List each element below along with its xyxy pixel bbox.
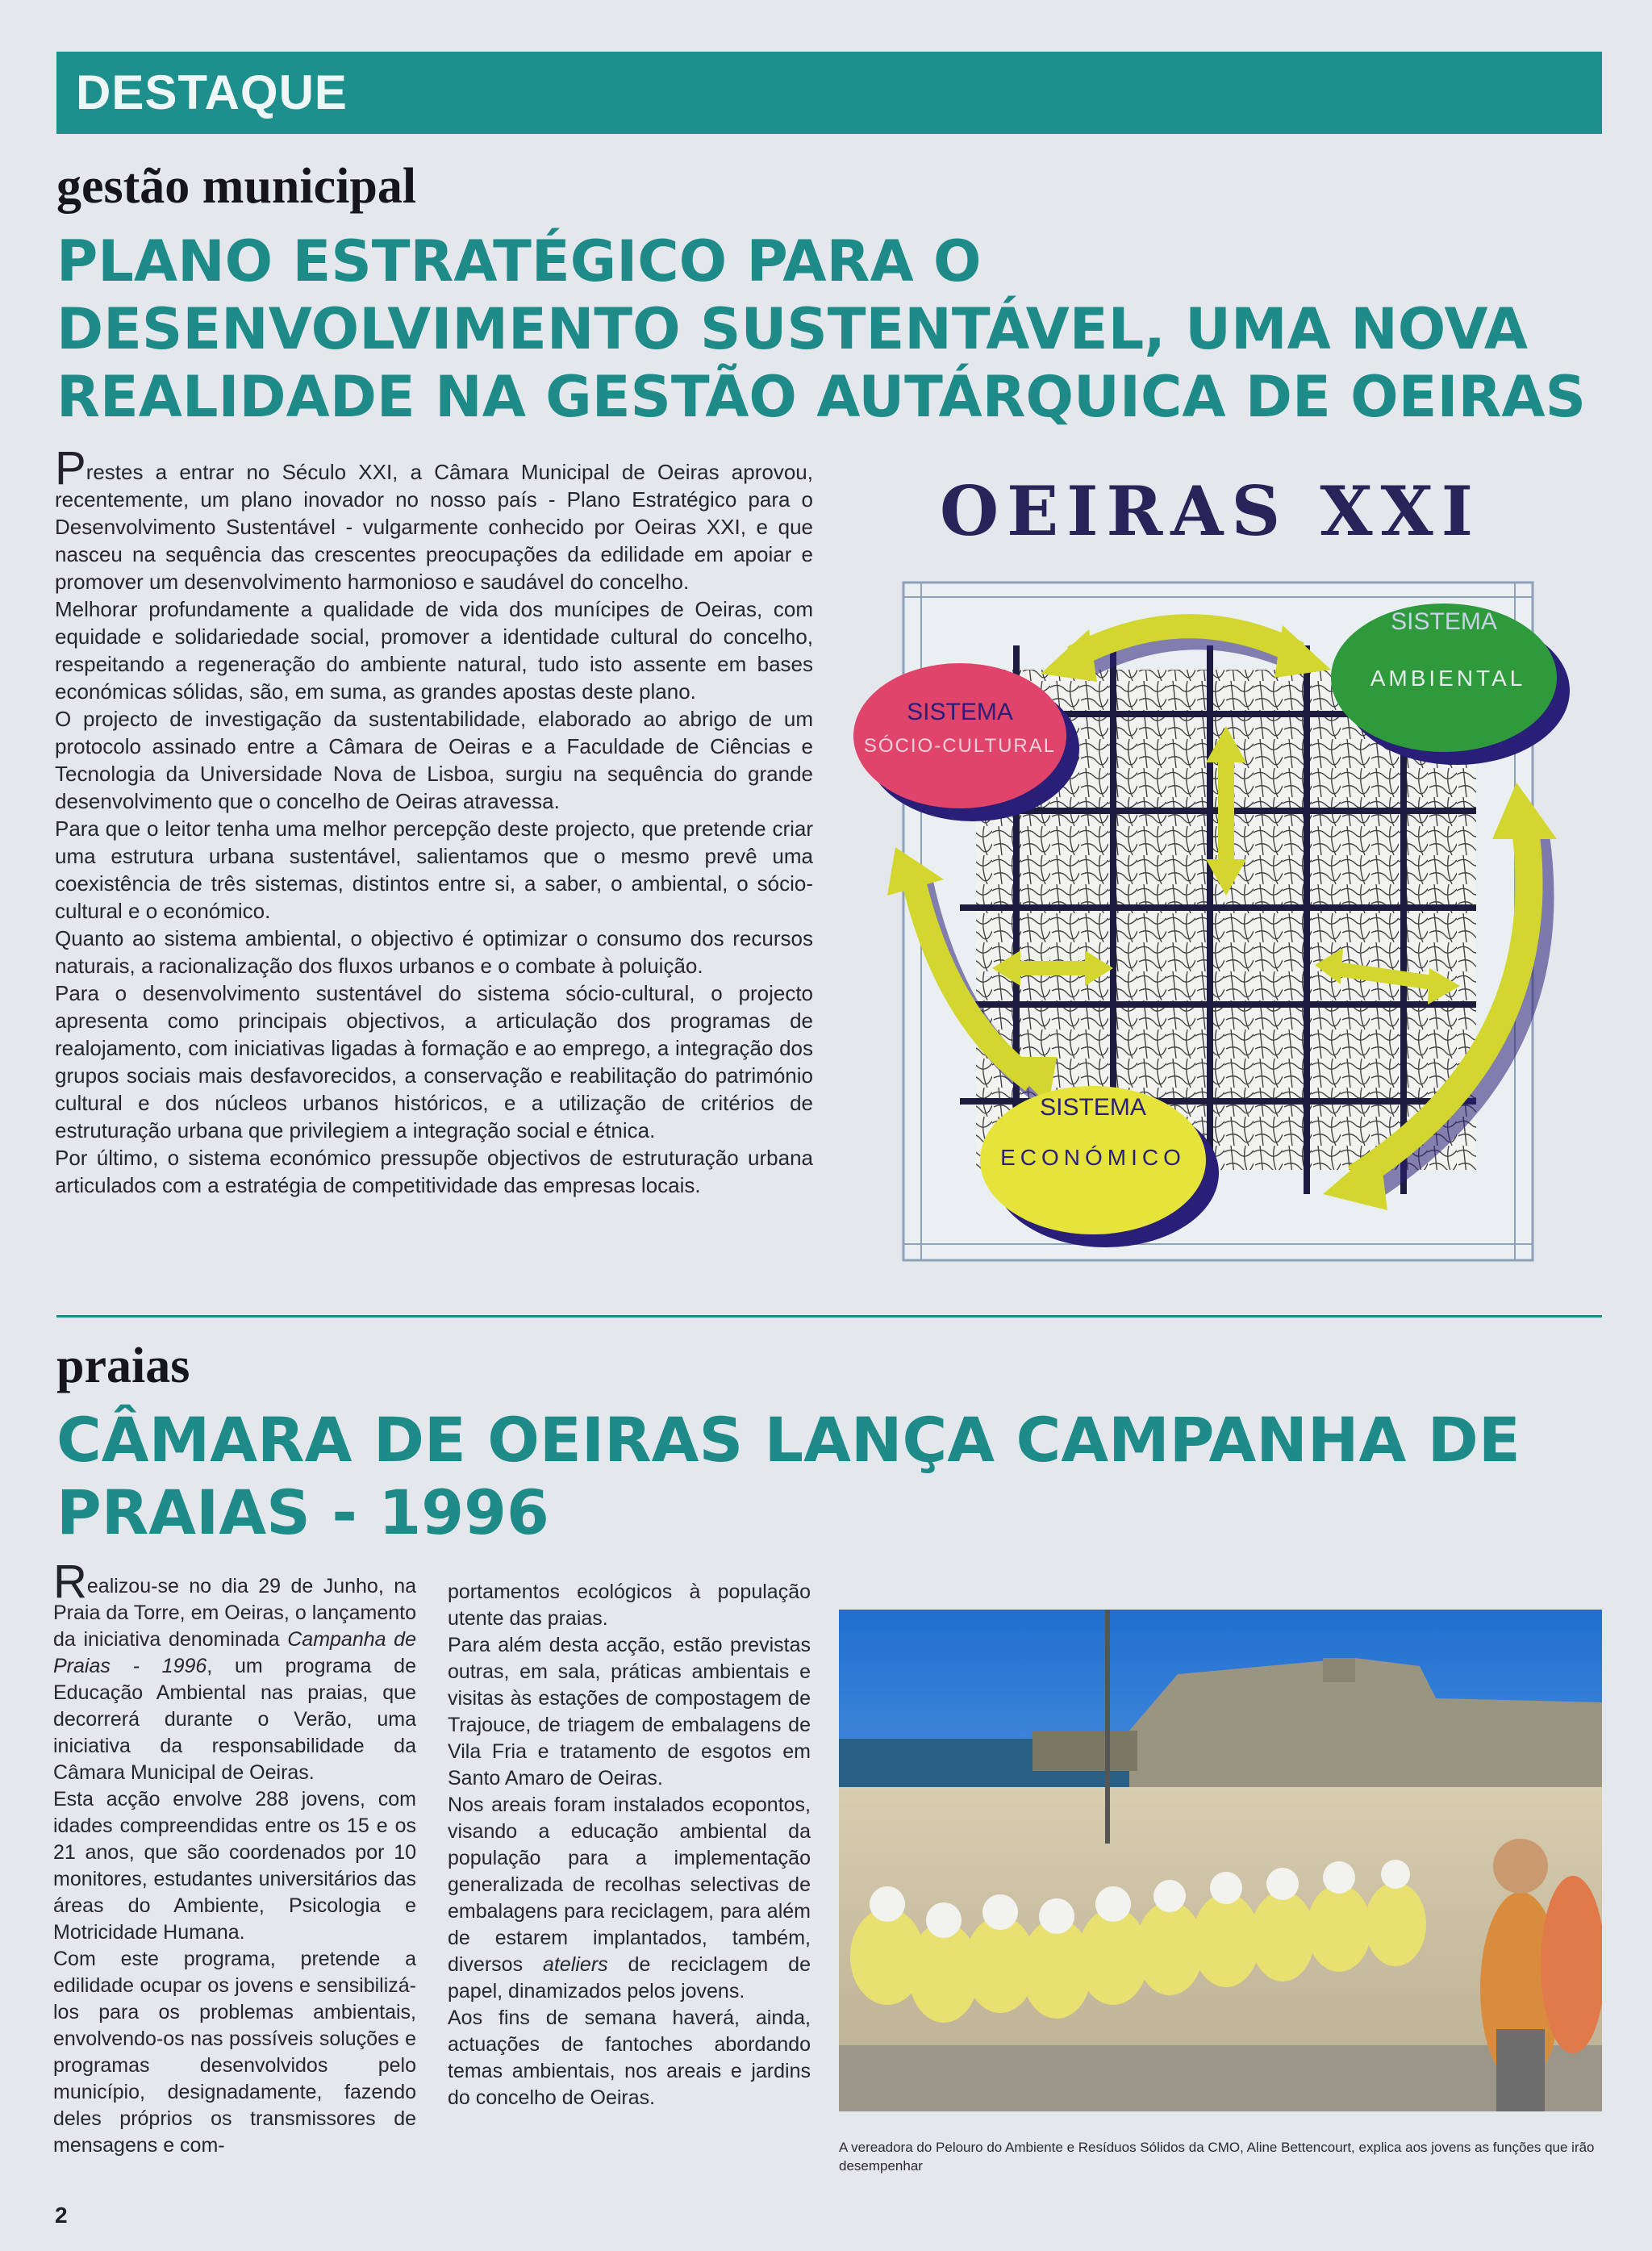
article2-column-1 xyxy=(53,1556,416,2159)
article1-paragraph: O projecto de investigação da sustentabilidade, elaborado ao abrigo de um protocolo assinado entre a Câmara de Oeiras e a Faculdade de Ciências e Tecnologia da Universidade Nova de Lisboa, surgiu na sequência do grande desenvolvimento que o concelho de Oeiras atravessa. xyxy=(55,707,813,813)
article1-paragraph: Quanto ao sistema ambiental, o objectivo é optimizar o consumo dos recursos naturais, a racionalização dos fluxos urbanos e o combate à poluição. xyxy=(55,926,813,978)
article2-paragraph: Para além desta acção, estão previstas outras, em sala, práticas ambientais e visitas às estações de compostagem de Trajouce, de triagem de embalagens de Vila Fria e tratamento de esgotos em Santo Amaro de Oeiras. xyxy=(448,1634,811,1790)
banner-label: DESTAQUE xyxy=(76,65,348,119)
article1-paragraph: Prestes a entrar no Século XXI, a Câmara Municipal de Oeiras aprovou, recentemente, um plano inovador no nosso país - Plano Estratégico para o Desenvolvimento Sustentável - vulgarmente conhecido por Oeiras XXI, e que nasceu na sequência das crescentes preocupações da edilidade em apoiar e promover um desenvolvimento harmonioso e saudável do concelho. xyxy=(55,442,813,594)
article1-paragraph: Para que o leitor tenha uma melhor percepção deste projecto, que pretende criar uma estrutura urbana sustentável, salientamos que o mesmo prevê uma coexistência de três sistemas, distintos entre si, a saber, o ambiental, o sócio-cultural e o económico. xyxy=(55,816,813,923)
ambiental-line2: AMBIENTAL xyxy=(1370,666,1526,691)
article2-paragraph: Aos fins de semana haverá, ainda, actuações de fantoches abordando temas ambientais, nos areais e jardins do concelho de Oeiras. xyxy=(448,2007,811,2109)
article2-paragraph: Realizou-se no dia 29 de Junho, na Praia da Torre, em Oeiras, o lançamento da iniciativa denominada Campanha de Praias - 1996, um programa de Educação Ambiental nas praias, que decorrerá durante o Verão, uma iniciativa da responsabilidade da Câmara Municipal de Oeiras. xyxy=(53,1556,416,1784)
article1-paragraph: Por último, o sistema económico pressupõe objectivos de estruturação urbana articulados com a estratégia de competitividade das empresas locais. xyxy=(55,1146,813,1197)
article1-body xyxy=(55,442,813,1199)
section-divider xyxy=(56,1315,1602,1318)
article2-paragraph: Com este programa, pretende a edilidade ocupar os jovens e sensibilizá-los para os problemas ambientais, envolvendo-os nas possíveis soluções e programas desenvolvidos pelo município, designadamente, fazendo deles próprios os transmissores de mensagens e com- xyxy=(53,1948,416,2157)
article2-dropcap: R xyxy=(53,1556,87,1608)
article2-headline: CÂMARA DE OEIRAS LANÇA CAMPANHA DE PRAIAS - 1996 xyxy=(56,1404,1521,1548)
article2-paragraph: Nos areais foram instalados ecopontos, visando a educação ambiental da população para a implementação generalizada de recolhas selectivas de embalagens para reciclagem, para além de estarem implantados, também, diversos ateliers de reciclagem de papel, dinamizados pelos jovens. xyxy=(448,1794,811,2003)
article1-dropcap: P xyxy=(55,442,86,495)
page-number: 2 xyxy=(55,2203,68,2228)
section-banner xyxy=(56,52,1602,134)
article2-paragraph: portamentos ecológicos à população utente das praias. xyxy=(448,1581,811,1630)
article2-column-2 xyxy=(448,1579,811,2111)
beach-photo xyxy=(839,1610,1602,2111)
article1-paragraph: Melhorar profundamente a qualidade de vida dos munícipes de Oeiras, com equidade e solidariedade social, promover a identidade cultural do concelho, respeitando a regeneração do ambiente natural, tudo isto assente em bases económicas sólidas, são, em suma, as grandes apostas deste plano. xyxy=(55,597,813,704)
economico-line1: SISTEMA xyxy=(1040,1094,1146,1121)
oeiras-xxi-diagram xyxy=(847,565,1573,1275)
article1-paragraph: Para o desenvolvimento sustentável do sistema sócio-cultural, o projecto apresenta como principais objectivos, a articulação dos programas de realojamento, com iniciativas ligadas à formação e ao emprego, a integração dos grupos sociais mais desfavorecidos, a conservação e reabilitação do património cultural e dos núcleos urbanos históricos, e a utilização de critérios de estruturação urbana que privilegiem a integração social e étnica. xyxy=(55,981,813,1142)
article1-headline: PLANO ESTRATÉGICO PARA O DESENVOLVIMENTO SUSTENTÁVEL, UMA NOVA REALIDADE NA GESTÃO AUTÁRQUICA DE OEIRAS xyxy=(56,228,1587,430)
ambiental-line1: SISTEMA xyxy=(1391,608,1497,635)
socio-line1: SISTEMA xyxy=(907,699,1013,725)
article1-kicker: gestão municipal xyxy=(56,159,417,214)
photo-caption: A vereadora do Pelouro do Ambiente e Resíduos Sólidos da CMO, Aline Bettencourt, explica aos jovens as funções que irão desempenhar xyxy=(839,2140,1595,2174)
article2-paragraph: Esta acção envolve 288 jovens, com idades compreendidas entre os 15 e os 21 anos, que são coordenados por 10 monitores, estudantes universitários das áreas do Ambiente, Psicologia e Motricidade Humana. xyxy=(53,1788,416,1944)
economico-line2: ECONÓMICO xyxy=(1000,1145,1186,1170)
socio-line2: SÓCIO-CULTURAL xyxy=(863,735,1057,757)
article2-kicker: praias xyxy=(56,1338,190,1393)
figure-title: OEIRAS XXI xyxy=(940,471,1482,551)
